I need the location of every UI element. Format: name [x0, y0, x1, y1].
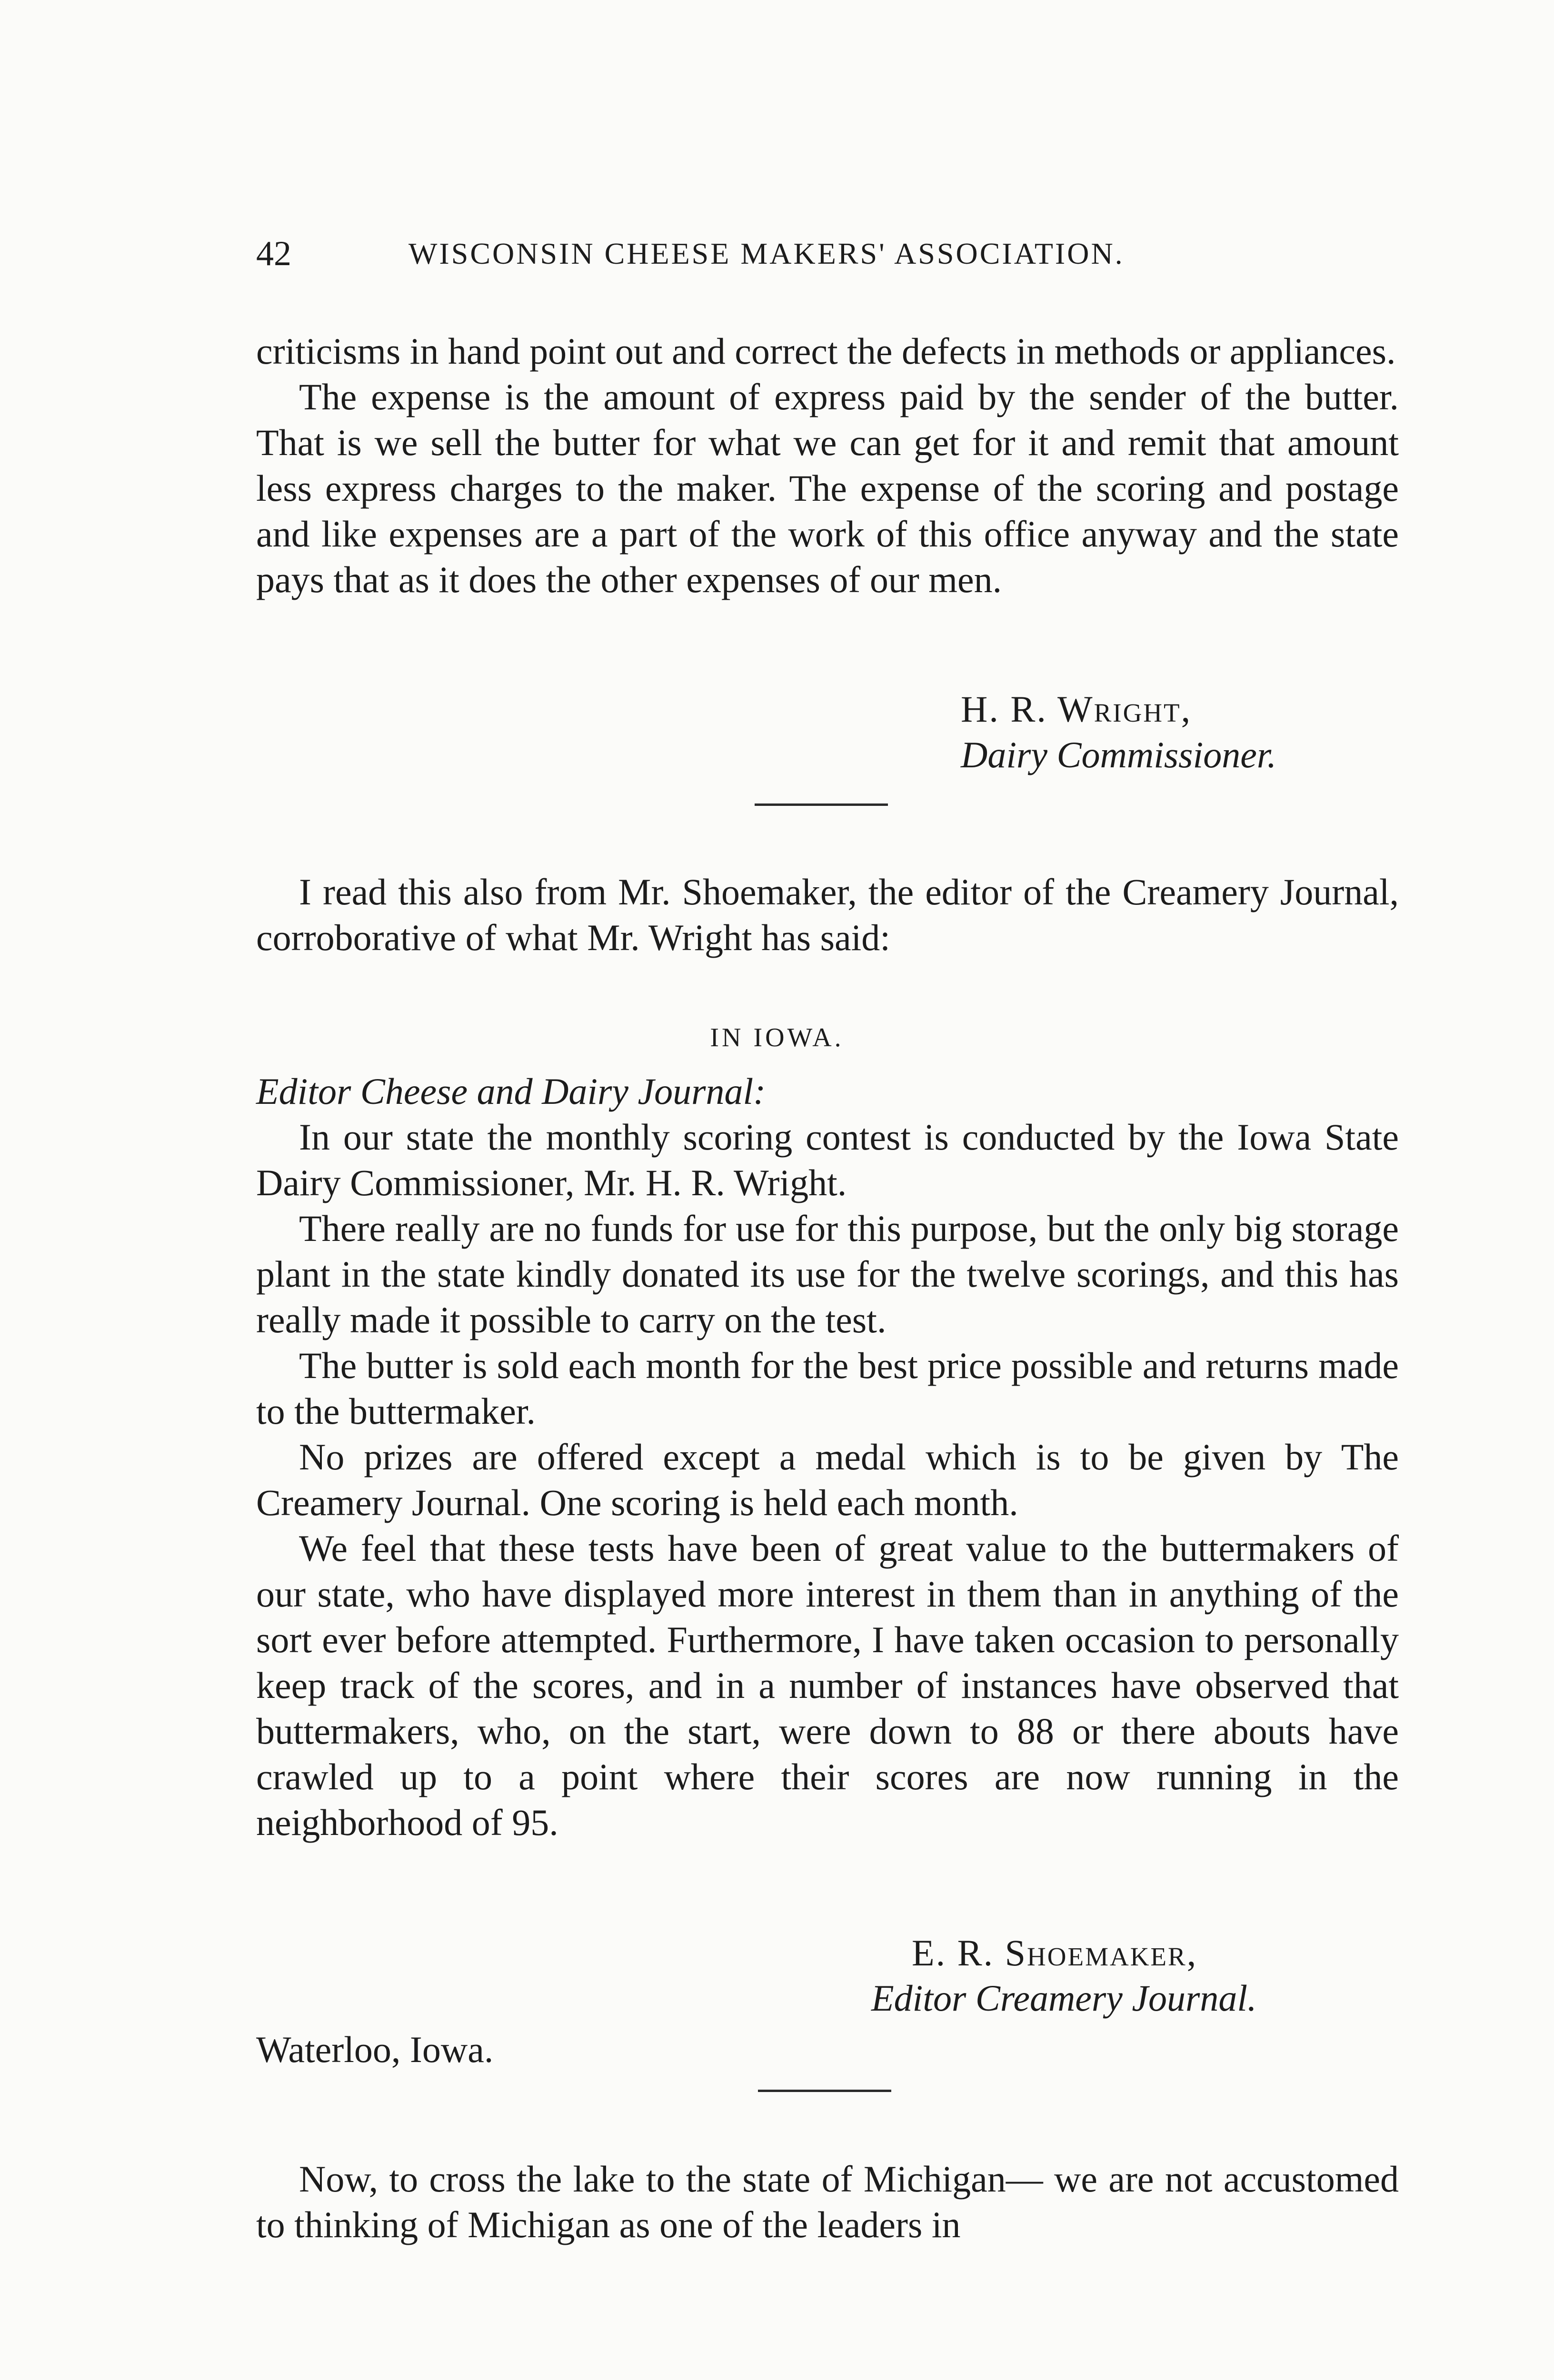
page-header: [256, 232, 1280, 275]
letter2-paragraph-5: We feel that these tests have been of great value to the buttermakers of our state, who have displayed more interest in them than in anything of the sort ever before attempted. Furthermore, I have taken occasion to personally keep track of the scores, and in a number of instances have observed that buttermakers, who, on the start, were down to 88 or there abouts have crawled up to a point where their scores are now running in the neighborhood of 95.: [256, 1527, 1399, 1843]
letter2-place: Waterloo, Iowa.: [256, 2029, 494, 2070]
letter2-signature-title: Editor Creamery Journal.: [871, 1977, 1257, 2019]
letter1-signature-name: H. R. Wright,: [961, 688, 1192, 730]
letter2-paragraph-2: There really are no funds for use for this purpose, but the only big storage plant in the state kindly donated its use for the twelve scorings, and this has really made it possible to carry on the test.: [256, 1208, 1399, 1340]
letter2-body: [256, 1069, 1399, 1845]
intro-paragraph: I read this also from Mr. Shoemaker, the editor of the Creamery Journal, corroborative of what Mr. Wright has said:: [256, 871, 1399, 958]
letter1-signature-title: Dairy Commissioner.: [961, 734, 1277, 775]
closing-paragraph: Now, to cross the lake to the state of Michigan— we are not accustomed to thinking of Michigan as one of the leaders in: [256, 2158, 1399, 2245]
letter2-paragraph-4: No prizes are offered except a medal which is to be given by The Creamery Journal. One scoring is held each month.: [256, 1436, 1399, 1523]
letter1-paragraph-2: The expense is the amount of express paid by the sender of the butter. That is we sell the butter for what we can get for it and remit that amount less express charges to the maker. The expense of the scoring and postage and like expenses are a part of the work of this office anyway and the state pays that as it does the other expenses of our men.: [256, 376, 1399, 600]
running-head: WISCONSIN CHEESE MAKERS' ASSOCIATION.: [408, 237, 1125, 270]
letter2-paragraph-3: The butter is sold each month for the best price possible and returns made to the buttermaker.: [256, 1345, 1399, 1432]
closing-block: [256, 2156, 1399, 2248]
letter1-paragraph-1: criticisms in hand point out and correct the defects in methods or appliances.: [256, 330, 1396, 372]
section-heading: IN IOWA.: [710, 1023, 844, 1052]
letter2-signature-name: E. R. Shoemaker,: [912, 1932, 1198, 1973]
section-divider-2: [758, 2090, 891, 2092]
page-number: 42: [256, 234, 291, 273]
intro-block: [256, 869, 1399, 961]
letter1-body: [256, 328, 1399, 603]
section-divider: [755, 803, 888, 806]
letter2-salutation: Editor Cheese and Dairy Journal:: [256, 1071, 766, 1112]
letter2-paragraph-1: In our state the monthly scoring contest is conducted by the Iowa State Dairy Commissioner, Mr. H. R. Wright.: [256, 1116, 1399, 1203]
